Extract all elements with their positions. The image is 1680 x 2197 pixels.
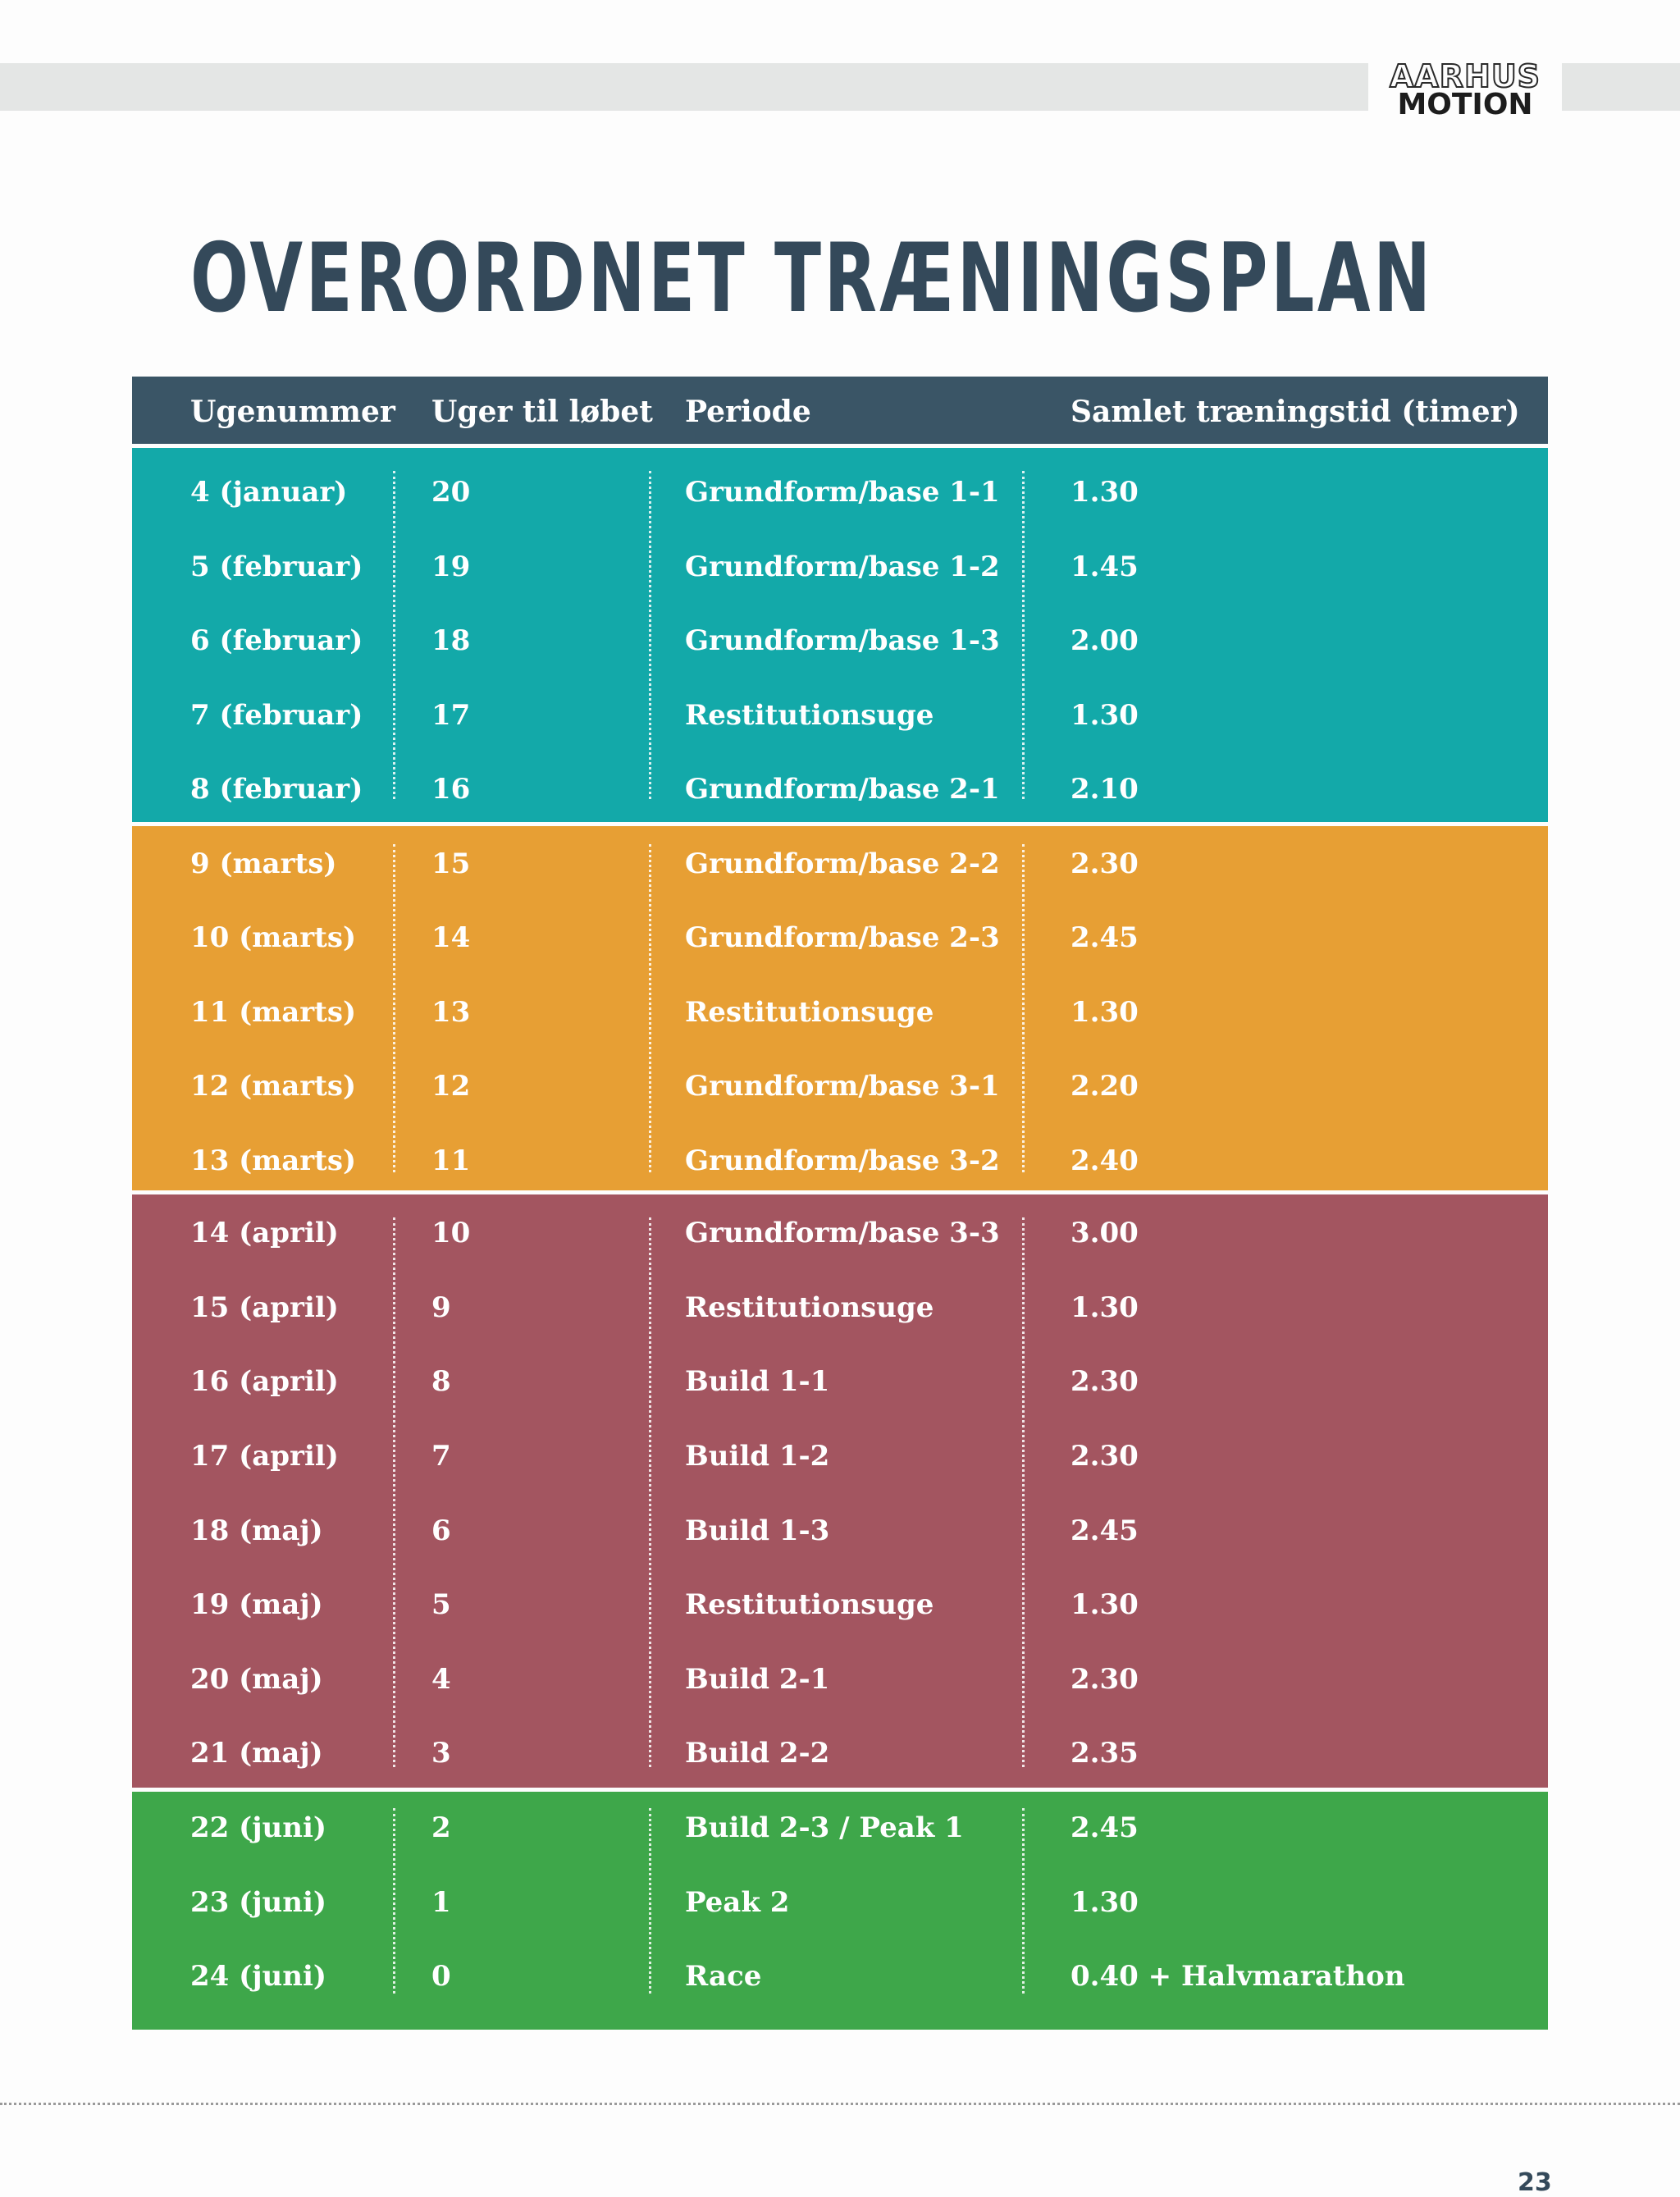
table-row (132, 986, 1548, 1035)
cell-time: 2.30 (1071, 1440, 1139, 1473)
table-group-june (132, 1792, 1548, 2030)
cell-time: 2.30 (1071, 1663, 1139, 1696)
cell-period: Grundform/base 2-3 (685, 921, 1000, 954)
column-header-weeks-to-race: Uger til løbet (431, 395, 653, 429)
cell-period: Restitutionsuge (685, 699, 934, 732)
cell-weeks-left: 12 (431, 1070, 471, 1103)
cell-week: 17 (april) (190, 1440, 339, 1473)
table-row (132, 1653, 1548, 1702)
cell-period: Build 2-3 / Peak 1 (685, 1811, 964, 1844)
cell-weeks-left: 3 (431, 1737, 451, 1770)
cell-week: 20 (maj) (190, 1663, 323, 1696)
table-row (132, 1135, 1548, 1184)
logo-line-1: AARHUS (1389, 58, 1541, 94)
table-row (132, 763, 1548, 812)
cell-time: 2.45 (1071, 1811, 1139, 1844)
cell-weeks-left: 0 (431, 1960, 451, 1993)
cell-time: 2.30 (1071, 847, 1139, 880)
cell-weeks-left: 1 (431, 1886, 451, 1919)
cell-week: 19 (maj) (190, 1588, 323, 1621)
cell-time: 2.10 (1071, 773, 1139, 806)
cell-period: Grundform/base 1-3 (685, 624, 1000, 657)
cell-weeks-left: 13 (431, 996, 471, 1029)
cell-period: Restitutionsuge (685, 1588, 934, 1621)
cell-period: Grundform/base 3-3 (685, 1217, 1000, 1249)
aarhus-motion-logo (1368, 57, 1562, 121)
table-row (132, 1207, 1548, 1256)
table-row (132, 1802, 1548, 1851)
cell-weeks-left: 4 (431, 1663, 451, 1696)
cell-weeks-left: 15 (431, 847, 471, 880)
training-plan-table (132, 377, 1548, 2030)
table-header (132, 377, 1548, 444)
cell-week: 22 (juni) (190, 1811, 326, 1844)
cell-week: 9 (marts) (190, 847, 337, 880)
column-header-period: Periode (685, 395, 811, 429)
cell-time: 1.30 (1071, 699, 1139, 732)
cell-weeks-left: 16 (431, 773, 471, 806)
cell-time: 0.40 + Halvmarathon (1071, 1960, 1405, 1993)
cell-weeks-left: 19 (431, 550, 471, 583)
cell-time: 2.45 (1071, 1514, 1139, 1547)
cell-weeks-left: 10 (431, 1217, 471, 1249)
table-group-april-may (132, 1194, 1548, 1788)
table-group-january-february (132, 448, 1548, 822)
table-row (132, 466, 1548, 515)
table-row (132, 541, 1548, 590)
table-group-march (132, 826, 1548, 1190)
cell-period: Grundform/base 3-1 (685, 1070, 1000, 1103)
cell-weeks-left: 7 (431, 1440, 451, 1473)
page-number: 23 (1518, 2168, 1552, 2197)
cell-week: 7 (februar) (190, 699, 363, 732)
cell-time: 2.40 (1071, 1144, 1139, 1177)
cell-week: 18 (maj) (190, 1514, 323, 1547)
table-row (132, 1355, 1548, 1405)
cell-period: Grundform/base 3-2 (685, 1144, 1000, 1177)
cell-weeks-left: 9 (431, 1291, 451, 1324)
cell-week: 12 (marts) (190, 1070, 357, 1103)
cell-period: Restitutionsuge (685, 996, 934, 1029)
cell-period: Build 1-1 (685, 1365, 830, 1398)
page-title: OVERORDNET TRÆNINGSPLAN (190, 223, 1434, 334)
table-row (132, 1876, 1548, 1925)
cell-time: 2.20 (1071, 1070, 1139, 1103)
cell-week: 15 (april) (190, 1291, 339, 1324)
cell-time: 1.30 (1071, 996, 1139, 1029)
cell-period: Build 1-2 (685, 1440, 830, 1473)
cell-period: Build 1-3 (685, 1514, 830, 1547)
table-row (132, 838, 1548, 887)
cell-week: 21 (maj) (190, 1737, 323, 1770)
cell-weeks-left: 8 (431, 1365, 451, 1398)
column-header-total-time: Samlet træningstid (timer) (1071, 395, 1520, 429)
cell-period: Grundform/base 1-1 (685, 476, 1000, 509)
table-row (132, 1060, 1548, 1109)
cell-weeks-left: 17 (431, 699, 471, 732)
table-row (132, 1578, 1548, 1628)
cell-weeks-left: 18 (431, 624, 471, 657)
table-row (132, 1430, 1548, 1479)
table-row (132, 1281, 1548, 1331)
cell-week: 16 (april) (190, 1365, 339, 1398)
cell-time: 1.30 (1071, 1588, 1139, 1621)
cell-time: 2.00 (1071, 624, 1139, 657)
table-row (132, 689, 1548, 738)
footer-divider (0, 2103, 1680, 2105)
cell-week: 13 (marts) (190, 1144, 357, 1177)
cell-weeks-left: 5 (431, 1588, 451, 1621)
cell-weeks-left: 20 (431, 476, 471, 509)
cell-time: 3.00 (1071, 1217, 1139, 1249)
cell-week: 23 (juni) (190, 1886, 326, 1919)
cell-time: 1.30 (1071, 476, 1139, 509)
table-row (132, 911, 1548, 961)
cell-time: 1.30 (1071, 1886, 1139, 1919)
cell-weeks-left: 11 (431, 1144, 471, 1177)
column-header-week-number: Ugenummer (190, 395, 395, 429)
logo-line-2: MOTION (1397, 88, 1533, 121)
cell-time: 2.45 (1071, 921, 1139, 954)
cell-week: 14 (april) (190, 1217, 339, 1249)
cell-weeks-left: 14 (431, 921, 471, 954)
cell-period: Build 2-2 (685, 1737, 830, 1770)
cell-week: 10 (marts) (190, 921, 357, 954)
cell-time: 1.45 (1071, 550, 1139, 583)
cell-period: Grundform/base 1-2 (685, 550, 1000, 583)
cell-weeks-left: 6 (431, 1514, 451, 1547)
table-row (132, 1950, 1548, 1999)
cell-time: 2.30 (1071, 1365, 1139, 1398)
cell-time: 1.30 (1071, 1291, 1139, 1324)
table-row (132, 1505, 1548, 1554)
cell-period: Build 2-1 (685, 1663, 830, 1696)
cell-weeks-left: 2 (431, 1811, 451, 1844)
cell-time: 2.35 (1071, 1737, 1139, 1770)
cell-period: Peak 2 (685, 1886, 790, 1919)
cell-week: 5 (februar) (190, 550, 363, 583)
cell-period: Grundform/base 2-1 (685, 773, 1000, 806)
cell-week: 6 (februar) (190, 624, 363, 657)
cell-period: Grundform/base 2-2 (685, 847, 1000, 880)
cell-period: Race (685, 1960, 762, 1993)
cell-week: 8 (februar) (190, 773, 363, 806)
cell-week: 11 (marts) (190, 996, 357, 1029)
cell-week: 24 (juni) (190, 1960, 326, 1993)
table-row (132, 1727, 1548, 1776)
cell-period: Restitutionsuge (685, 1291, 934, 1324)
table-row (132, 614, 1548, 664)
cell-week: 4 (januar) (190, 476, 348, 509)
